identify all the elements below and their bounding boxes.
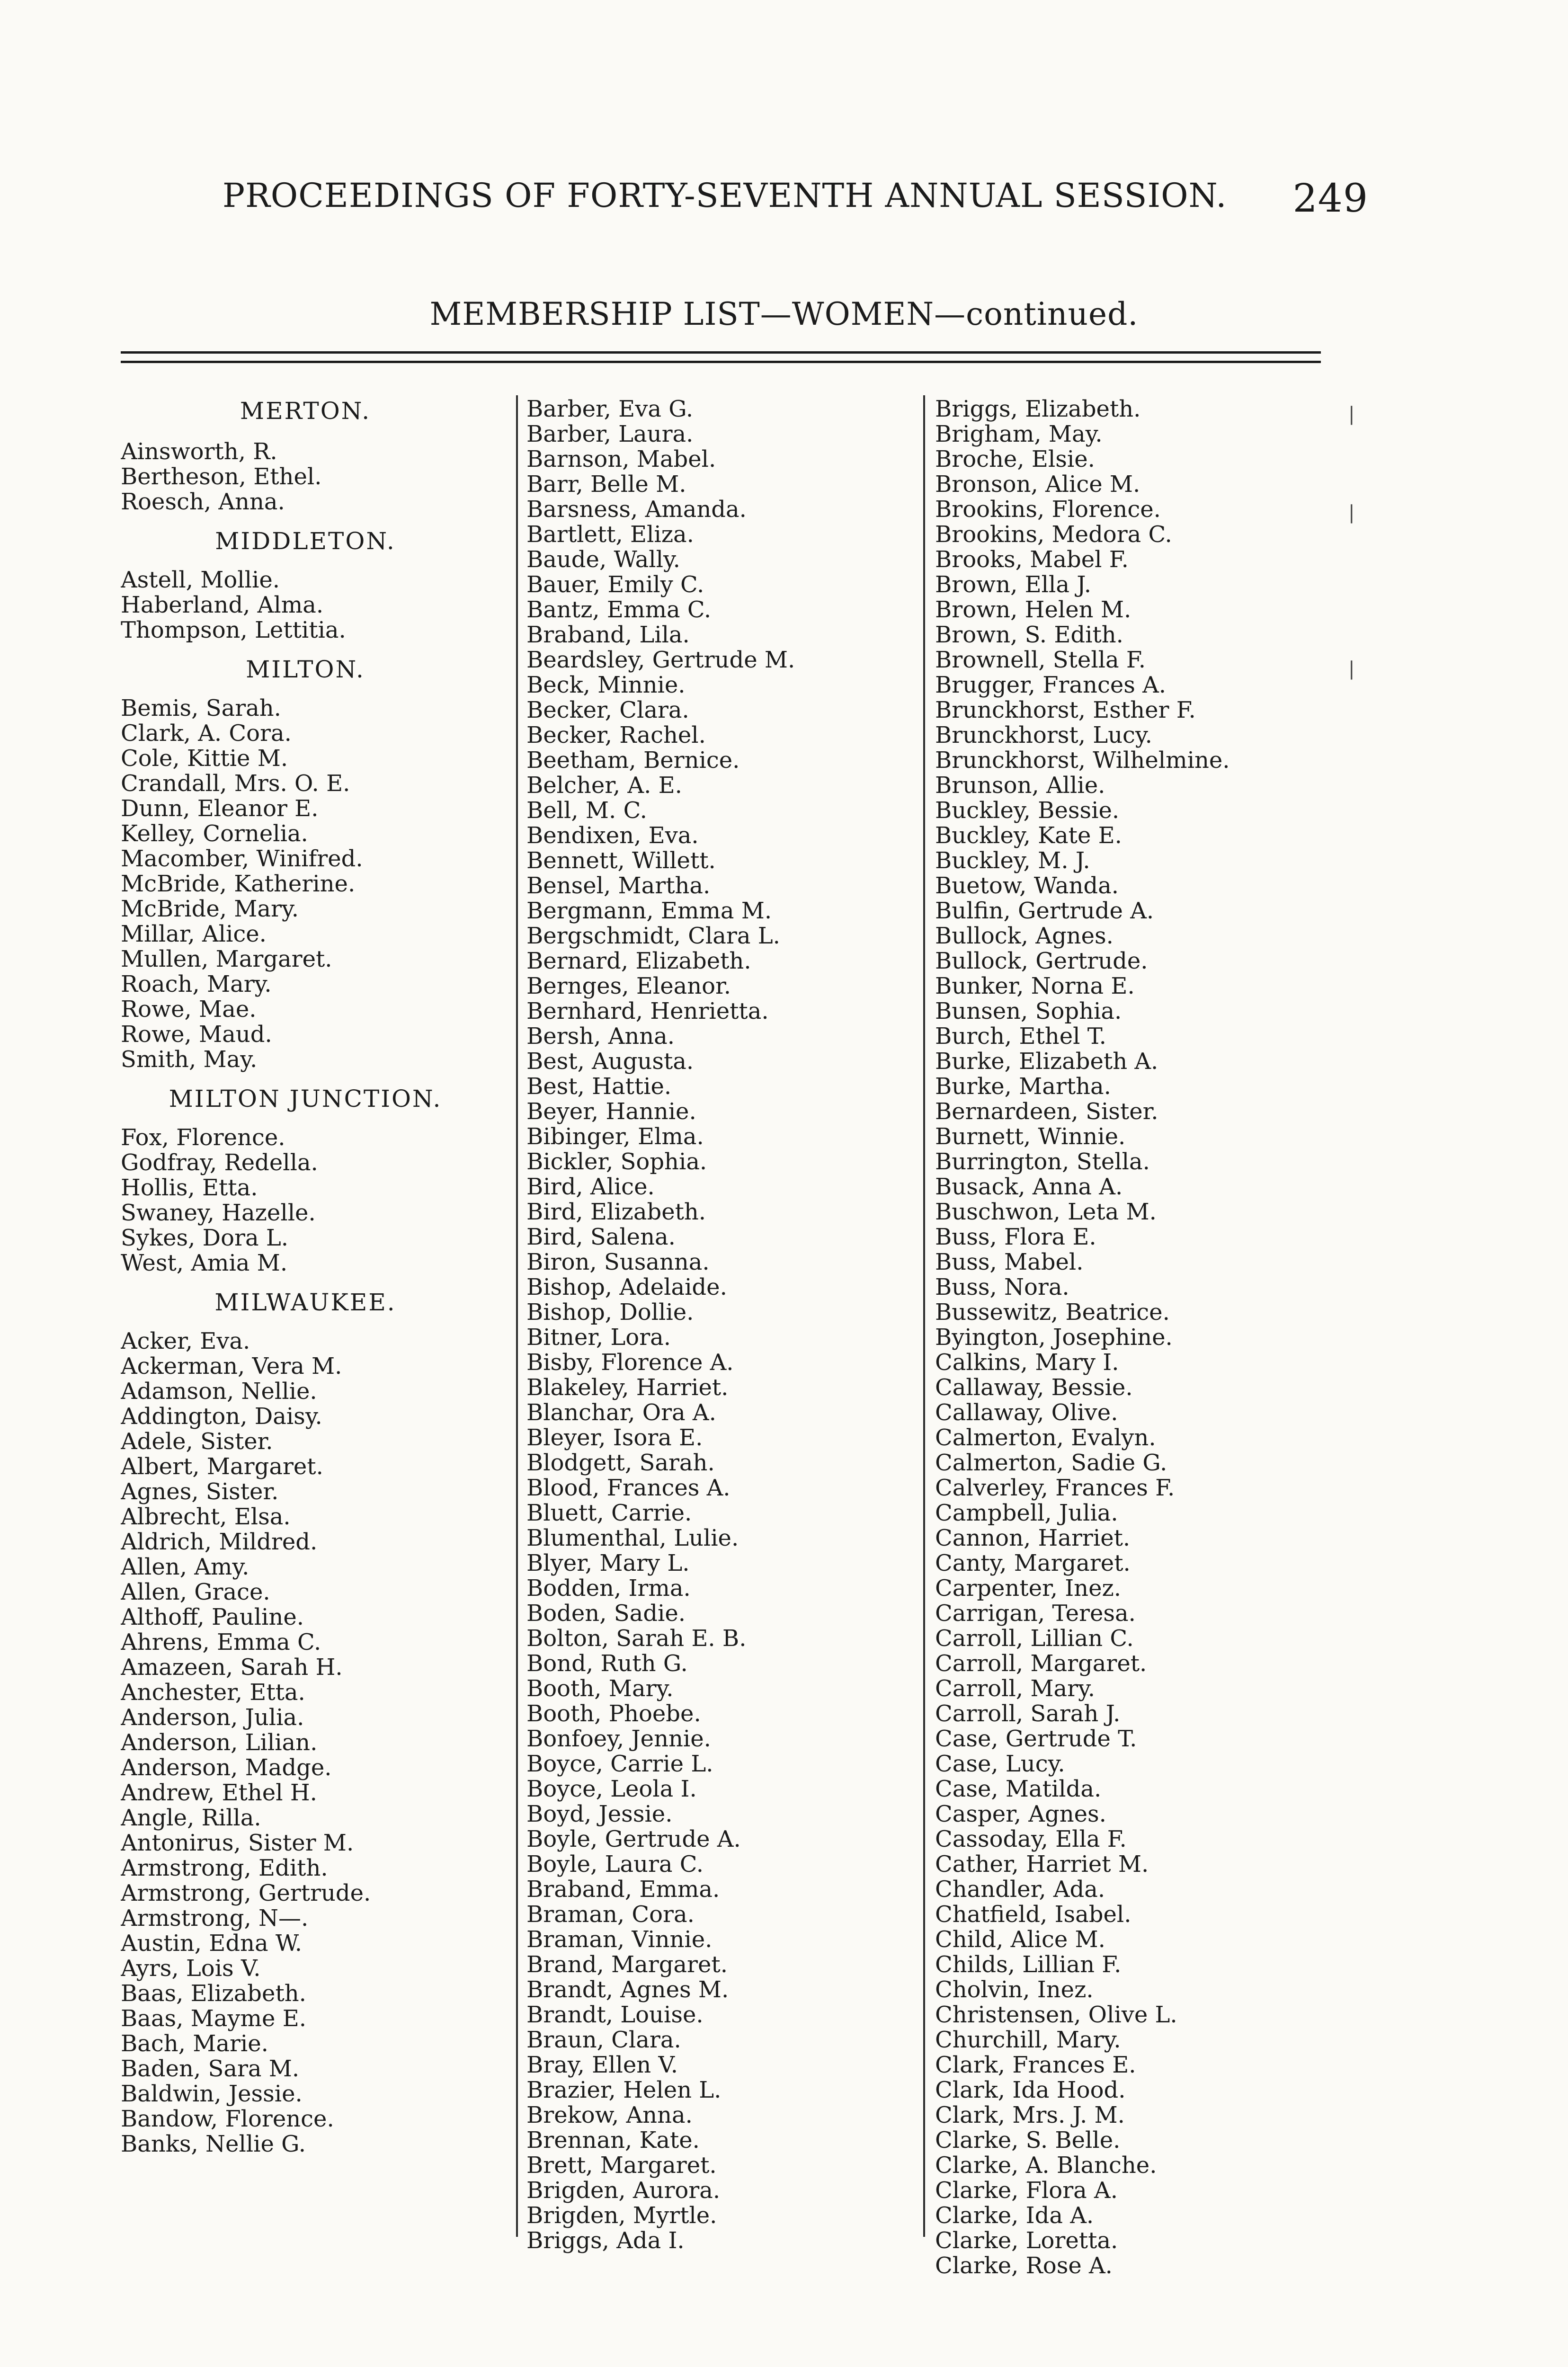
member-name: Blanchar, Ora A.: [526, 1400, 716, 1425]
member-name: Clarke, S. Belle.: [935, 2128, 1121, 2153]
member-name: Brunckhorst, Esther F.: [935, 698, 1196, 723]
member-name: Bunker, Norna E.: [935, 974, 1135, 999]
member-name: Briggs, Elizabeth.: [935, 397, 1141, 422]
member-name: Booth, Phoebe.: [526, 1701, 701, 1726]
member-name: Calverley, Frances F.: [935, 1476, 1175, 1501]
member-name: Buss, Mabel.: [935, 1250, 1084, 1275]
member-name: Calkins, Mary I.: [935, 1350, 1119, 1375]
member-name: Blood, Frances A.: [526, 1476, 731, 1501]
member-name: Brown, Ella J.: [935, 572, 1092, 597]
margin-tick-mark: |: [1348, 658, 1355, 680]
member-name: Thompson, Lettitia.: [121, 618, 346, 643]
member-name: Brand, Margaret.: [526, 1952, 728, 1977]
member-name: Angle, Rilla.: [121, 1806, 261, 1831]
member-name: Aldrich, Mildred.: [121, 1530, 318, 1555]
member-name: Mullen, Margaret.: [121, 947, 332, 972]
member-name: Cholvin, Inez.: [935, 1977, 1094, 2002]
member-name: Bunsen, Sophia.: [935, 999, 1122, 1024]
member-name: Rowe, Mae.: [121, 997, 257, 1022]
member-name: Swaney, Hazelle.: [121, 1201, 316, 1226]
member-name: Bach, Marie.: [121, 2031, 268, 2056]
member-name: Bennett, Willett.: [526, 848, 716, 873]
page-header: [223, 176, 1368, 228]
column-divider-left: [516, 395, 518, 2237]
member-name: Carroll, Margaret.: [935, 1651, 1147, 1676]
member-name: Clarke, A. Blanche.: [935, 2153, 1157, 2178]
member-name: Brown, S. Edith.: [935, 623, 1123, 648]
member-name: Anderson, Lilian.: [121, 1730, 318, 1755]
member-name: Andrew, Ethel H.: [121, 1780, 317, 1806]
member-name: Brunckhorst, Lucy.: [935, 723, 1152, 748]
member-name: Bitner, Lora.: [526, 1325, 671, 1350]
member-name: Barr, Belle M.: [526, 472, 686, 497]
member-name: Albert, Margaret.: [121, 1454, 323, 1479]
member-name: Childs, Lillian F.: [935, 1952, 1122, 1977]
member-name: Roach, Mary.: [121, 972, 272, 997]
member-name: Child, Alice M.: [935, 1927, 1105, 1952]
running-title: PROCEEDINGS OF FORTY-SEVENTH ANNUAL SESSION.: [223, 176, 1227, 215]
member-name: Bell, M. C.: [526, 798, 647, 823]
member-name: Barsness, Amanda.: [526, 497, 747, 522]
member-name: Bray, Ellen V.: [526, 2053, 678, 2078]
member-name: McBride, Mary.: [121, 897, 299, 922]
member-name: Anderson, Julia.: [121, 1705, 304, 1730]
member-name: Bond, Ruth G.: [526, 1651, 688, 1676]
member-name: Churchill, Mary.: [935, 2028, 1121, 2053]
member-name: Best, Hattie.: [526, 1074, 672, 1099]
member-name: Bodden, Irma.: [526, 1576, 691, 1601]
member-name: Clark, Ida Hood.: [935, 2078, 1126, 2103]
member-name: Briggs, Ada I.: [526, 2228, 685, 2253]
member-name: Kelley, Cornelia.: [121, 821, 308, 846]
member-name: Bickler, Sophia.: [526, 1149, 707, 1175]
member-name: Case, Matilda.: [935, 1777, 1102, 1802]
member-name: Brooks, Mabel F.: [935, 547, 1129, 572]
member-name: Ahrens, Emma C.: [121, 1630, 321, 1655]
member-name: Busack, Anna A.: [935, 1175, 1123, 1200]
member-name: Burch, Ethel T.: [935, 1024, 1106, 1049]
section-heading: MILTON JUNCTION.: [169, 1085, 442, 1112]
member-name: Baude, Wally.: [526, 547, 680, 572]
member-name: Buckley, Bessie.: [935, 798, 1120, 823]
member-name: Braband, Emma.: [526, 1877, 720, 1902]
member-name: Anchester, Etta.: [121, 1680, 305, 1705]
member-name: Buckley, M. J.: [935, 848, 1090, 873]
member-name: Brugger, Frances A.: [935, 673, 1167, 698]
member-name: Bussewitz, Beatrice.: [935, 1300, 1170, 1325]
member-name: Bishop, Dollie.: [526, 1300, 694, 1325]
member-name: Carroll, Sarah J.: [935, 1701, 1121, 1726]
member-name: Ayrs, Lois V.: [121, 1956, 261, 1981]
member-name: Booth, Mary.: [526, 1676, 674, 1701]
member-name: Blumenthal, Lulie.: [526, 1526, 739, 1551]
member-name: Biron, Susanna.: [526, 1250, 710, 1275]
member-name: Macomber, Winifred.: [121, 846, 363, 872]
member-name: Bolton, Sarah E. B.: [526, 1626, 747, 1651]
member-name: Brigham, May.: [935, 422, 1103, 447]
member-name: Astell, Mollie.: [121, 568, 280, 593]
member-name: Buckley, Kate E.: [935, 823, 1122, 848]
column-divider-right: [923, 395, 925, 2237]
member-name: Braun, Clara.: [526, 2028, 681, 2053]
member-name: Acker, Eva.: [121, 1329, 250, 1354]
section-heading: MERTON.: [240, 397, 371, 425]
member-name: Dunn, Eleanor E.: [121, 796, 319, 821]
member-name: Ainsworth, R.: [121, 439, 277, 464]
member-name: Burrington, Stella.: [935, 1149, 1150, 1175]
member-name: Bergmann, Emma M.: [526, 899, 772, 924]
header-rule-top: [121, 351, 1321, 354]
member-name: Ackerman, Vera M.: [121, 1354, 342, 1379]
member-name: Belcher, A. E.: [526, 773, 682, 798]
member-name: Boyle, Laura C.: [526, 1852, 704, 1877]
member-name: Bishop, Adelaide.: [526, 1275, 727, 1300]
member-name: Buss, Nora.: [935, 1275, 1069, 1300]
member-name: Becker, Rachel.: [526, 723, 706, 748]
member-name: Bronson, Alice M.: [935, 472, 1140, 497]
member-name: Cannon, Harriet.: [935, 1526, 1131, 1551]
member-name: Canty, Margaret.: [935, 1551, 1131, 1576]
member-name: McBride, Katherine.: [121, 872, 356, 897]
member-name: Best, Augusta.: [526, 1049, 694, 1074]
member-name: Chatfield, Isabel.: [935, 1902, 1131, 1927]
member-name: Calmerton, Sadie G.: [935, 1450, 1167, 1476]
member-name: Armstrong, N—.: [121, 1906, 309, 1931]
member-name: Carpenter, Inez.: [935, 1576, 1122, 1601]
member-name: Burnett, Winnie.: [935, 1124, 1126, 1149]
section-heading: MILWAUKEE.: [214, 1289, 396, 1316]
member-name: Calmerton, Evalyn.: [935, 1425, 1156, 1450]
member-name: Callaway, Bessie.: [935, 1375, 1133, 1400]
member-name: Bernges, Eleanor.: [526, 974, 731, 999]
member-name: Clark, Mrs. J. M.: [935, 2103, 1125, 2128]
column-3: [935, 397, 1342, 2290]
member-name: Clarke, Loretta.: [935, 2228, 1118, 2253]
member-name: Adamson, Nellie.: [121, 1379, 317, 1404]
member-name: Bulfin, Gertrude A.: [935, 899, 1154, 924]
member-name: Bertheson, Ethel.: [121, 464, 322, 489]
member-name: Burke, Martha.: [935, 1074, 1111, 1099]
member-name: Albrecht, Elsa.: [121, 1504, 291, 1530]
member-name: Brownell, Stella F.: [935, 648, 1146, 673]
member-name: Banks, Nellie G.: [121, 2132, 306, 2157]
member-name: Godfray, Redella.: [121, 1150, 318, 1175]
member-name: Case, Gertrude T.: [935, 1726, 1137, 1752]
member-name: Bird, Elizabeth.: [526, 1200, 706, 1225]
member-name: Baas, Elizabeth.: [121, 1981, 306, 2006]
member-name: Boyle, Gertrude A.: [526, 1827, 741, 1852]
member-name: Bird, Alice.: [526, 1175, 655, 1200]
member-name: Austin, Edna W.: [121, 1931, 303, 1956]
member-name: Clark, Frances E.: [935, 2053, 1136, 2078]
member-name: Bibinger, Elma.: [526, 1124, 704, 1149]
member-name: Haberland, Alma.: [121, 593, 324, 618]
member-name: Blodgett, Sarah.: [526, 1450, 715, 1476]
member-name: Brandt, Agnes M.: [526, 1977, 729, 2002]
member-name: Barber, Eva G.: [526, 397, 694, 422]
member-name: Boyce, Carrie L.: [526, 1752, 713, 1777]
member-name: Brett, Margaret.: [526, 2153, 717, 2178]
member-name: Brekow, Anna.: [526, 2103, 693, 2128]
member-name: Bullock, Agnes.: [935, 924, 1114, 949]
member-name: Carrigan, Teresa.: [935, 1601, 1136, 1626]
margin-tick-mark: |: [1348, 403, 1355, 425]
member-name: Beardsley, Gertrude M.: [526, 648, 795, 673]
member-name: Bernard, Elizabeth.: [526, 949, 751, 974]
member-name: Clark, A. Cora.: [121, 721, 292, 746]
member-name: Bandow, Florence.: [121, 2107, 334, 2132]
member-name: Brazier, Helen L.: [526, 2078, 722, 2103]
member-name: Clarke, Flora A.: [935, 2178, 1118, 2203]
member-name: Barnson, Mabel.: [526, 447, 716, 472]
column-1: [121, 397, 490, 2290]
member-name: Allen, Grace.: [121, 1580, 270, 1605]
member-name: Bantz, Emma C.: [526, 597, 712, 623]
member-name: Bonfoey, Jennie.: [526, 1726, 711, 1752]
member-name: Beetham, Bernice.: [526, 748, 740, 773]
member-name: Althoff, Pauline.: [121, 1605, 304, 1630]
member-name: Crandall, Mrs. O. E.: [121, 771, 350, 796]
member-name: Buschwon, Leta M.: [935, 1200, 1157, 1225]
member-name: Braman, Cora.: [526, 1902, 695, 1927]
member-name: Cassoday, Ella F.: [935, 1827, 1127, 1852]
member-name: Bird, Salena.: [526, 1225, 676, 1250]
member-name: Cather, Harriet M.: [935, 1852, 1149, 1877]
member-name: Boden, Sadie.: [526, 1601, 686, 1626]
member-name: Beyer, Hannie.: [526, 1099, 696, 1124]
member-name: Broche, Elsie.: [935, 447, 1095, 472]
member-name: Allen, Amy.: [121, 1555, 249, 1580]
list-title: MEMBERSHIP LIST—WOMEN—continued.: [429, 296, 1139, 332]
member-name: Baas, Mayme E.: [121, 2006, 307, 2031]
member-name: Campbell, Julia.: [935, 1501, 1118, 1526]
member-name: Braman, Vinnie.: [526, 1927, 713, 1952]
member-name: Boyd, Jessie.: [526, 1802, 673, 1827]
member-name: Bartlett, Eliza.: [526, 522, 694, 547]
member-name: Christensen, Olive L.: [935, 2002, 1177, 2028]
member-name: Rowe, Maud.: [121, 1022, 272, 1047]
member-name: Bullock, Gertrude.: [935, 949, 1148, 974]
member-name: Adele, Sister.: [121, 1429, 273, 1454]
page-number: 249: [1292, 176, 1368, 221]
member-name: Carroll, Lillian C.: [935, 1626, 1134, 1651]
member-name: West, Amia M.: [121, 1251, 288, 1276]
member-name: Beck, Minnie.: [526, 673, 686, 698]
member-name: Bluett, Carrie.: [526, 1501, 692, 1526]
member-name: Buss, Flora E.: [935, 1225, 1096, 1250]
member-name: Sykes, Dora L.: [121, 1226, 288, 1251]
member-name: Roesch, Anna.: [121, 489, 285, 515]
member-name: Antonirus, Sister M.: [121, 1831, 354, 1856]
member-name: Brunson, Allie.: [935, 773, 1105, 798]
member-name: Bernardeen, Sister.: [935, 1099, 1158, 1124]
section-heading: MIDDLETON.: [215, 527, 396, 555]
member-name: Bensel, Martha.: [526, 873, 711, 899]
member-name: Bendixen, Eva.: [526, 823, 699, 848]
member-name: Hollis, Etta.: [121, 1175, 258, 1201]
member-name: Buetow, Wanda.: [935, 873, 1119, 899]
section-heading: MILTON.: [246, 656, 365, 683]
member-name: Bernhard, Henrietta.: [526, 999, 769, 1024]
member-name: Callaway, Olive.: [935, 1400, 1118, 1425]
member-name: Burke, Elizabeth A.: [935, 1049, 1158, 1074]
member-name: Braband, Lila.: [526, 623, 690, 648]
member-name: Armstrong, Edith.: [121, 1856, 328, 1881]
member-name: Bleyer, Isora E.: [526, 1425, 703, 1450]
member-name: Brookins, Florence.: [935, 497, 1161, 522]
member-name: Brookins, Medora C.: [935, 522, 1172, 547]
member-name: Casper, Agnes.: [935, 1802, 1106, 1827]
member-name: Brown, Helen M.: [935, 597, 1131, 623]
member-name: Smith, May.: [121, 1047, 258, 1072]
member-name: Armstrong, Gertrude.: [121, 1881, 371, 1906]
member-name: Baden, Sara M.: [121, 2056, 300, 2082]
member-name: Millar, Alice.: [121, 922, 267, 947]
member-name: Boyce, Leola I.: [526, 1777, 697, 1802]
member-name: Brigden, Aurora.: [526, 2178, 721, 2203]
member-name: Baldwin, Jessie.: [121, 2082, 303, 2107]
member-name: Bauer, Emily C.: [526, 572, 704, 597]
member-name: Bersh, Anna.: [526, 1024, 675, 1049]
column-2: [526, 397, 915, 2290]
member-name: Brennan, Kate.: [526, 2128, 700, 2153]
member-name: Blyer, Mary L.: [526, 1551, 690, 1576]
header-rule-bottom: [121, 361, 1321, 363]
member-name: Bisby, Florence A.: [526, 1350, 734, 1375]
member-name: Bemis, Sarah.: [121, 696, 281, 721]
member-name: Byington, Josephine.: [935, 1325, 1173, 1350]
member-name: Amazeen, Sarah H.: [121, 1655, 343, 1680]
member-name: Brunckhorst, Wilhelmine.: [935, 748, 1230, 773]
member-name: Brigden, Myrtle.: [526, 2203, 717, 2228]
member-name: Addington, Daisy.: [121, 1404, 322, 1429]
member-name: Fox, Florence.: [121, 1125, 285, 1150]
member-name: Becker, Clara.: [526, 698, 689, 723]
member-name: Bergschmidt, Clara L.: [526, 924, 780, 949]
margin-tick-mark: |: [1348, 502, 1355, 524]
member-name: Carroll, Mary.: [935, 1676, 1096, 1701]
member-name: Case, Lucy.: [935, 1752, 1065, 1777]
member-name: Clarke, Ida A.: [935, 2203, 1094, 2228]
member-name: Chandler, Ada.: [935, 1877, 1105, 1902]
member-name: Clarke, Rose A.: [935, 2253, 1113, 2278]
member-name: Barber, Laura.: [526, 422, 694, 447]
member-name: Agnes, Sister.: [121, 1479, 279, 1504]
member-name: Anderson, Madge.: [121, 1755, 332, 1780]
member-name: Cole, Kittie M.: [121, 746, 288, 771]
member-name: Brandt, Louise.: [526, 2002, 704, 2028]
member-name: Blakeley, Harriet.: [526, 1375, 729, 1400]
